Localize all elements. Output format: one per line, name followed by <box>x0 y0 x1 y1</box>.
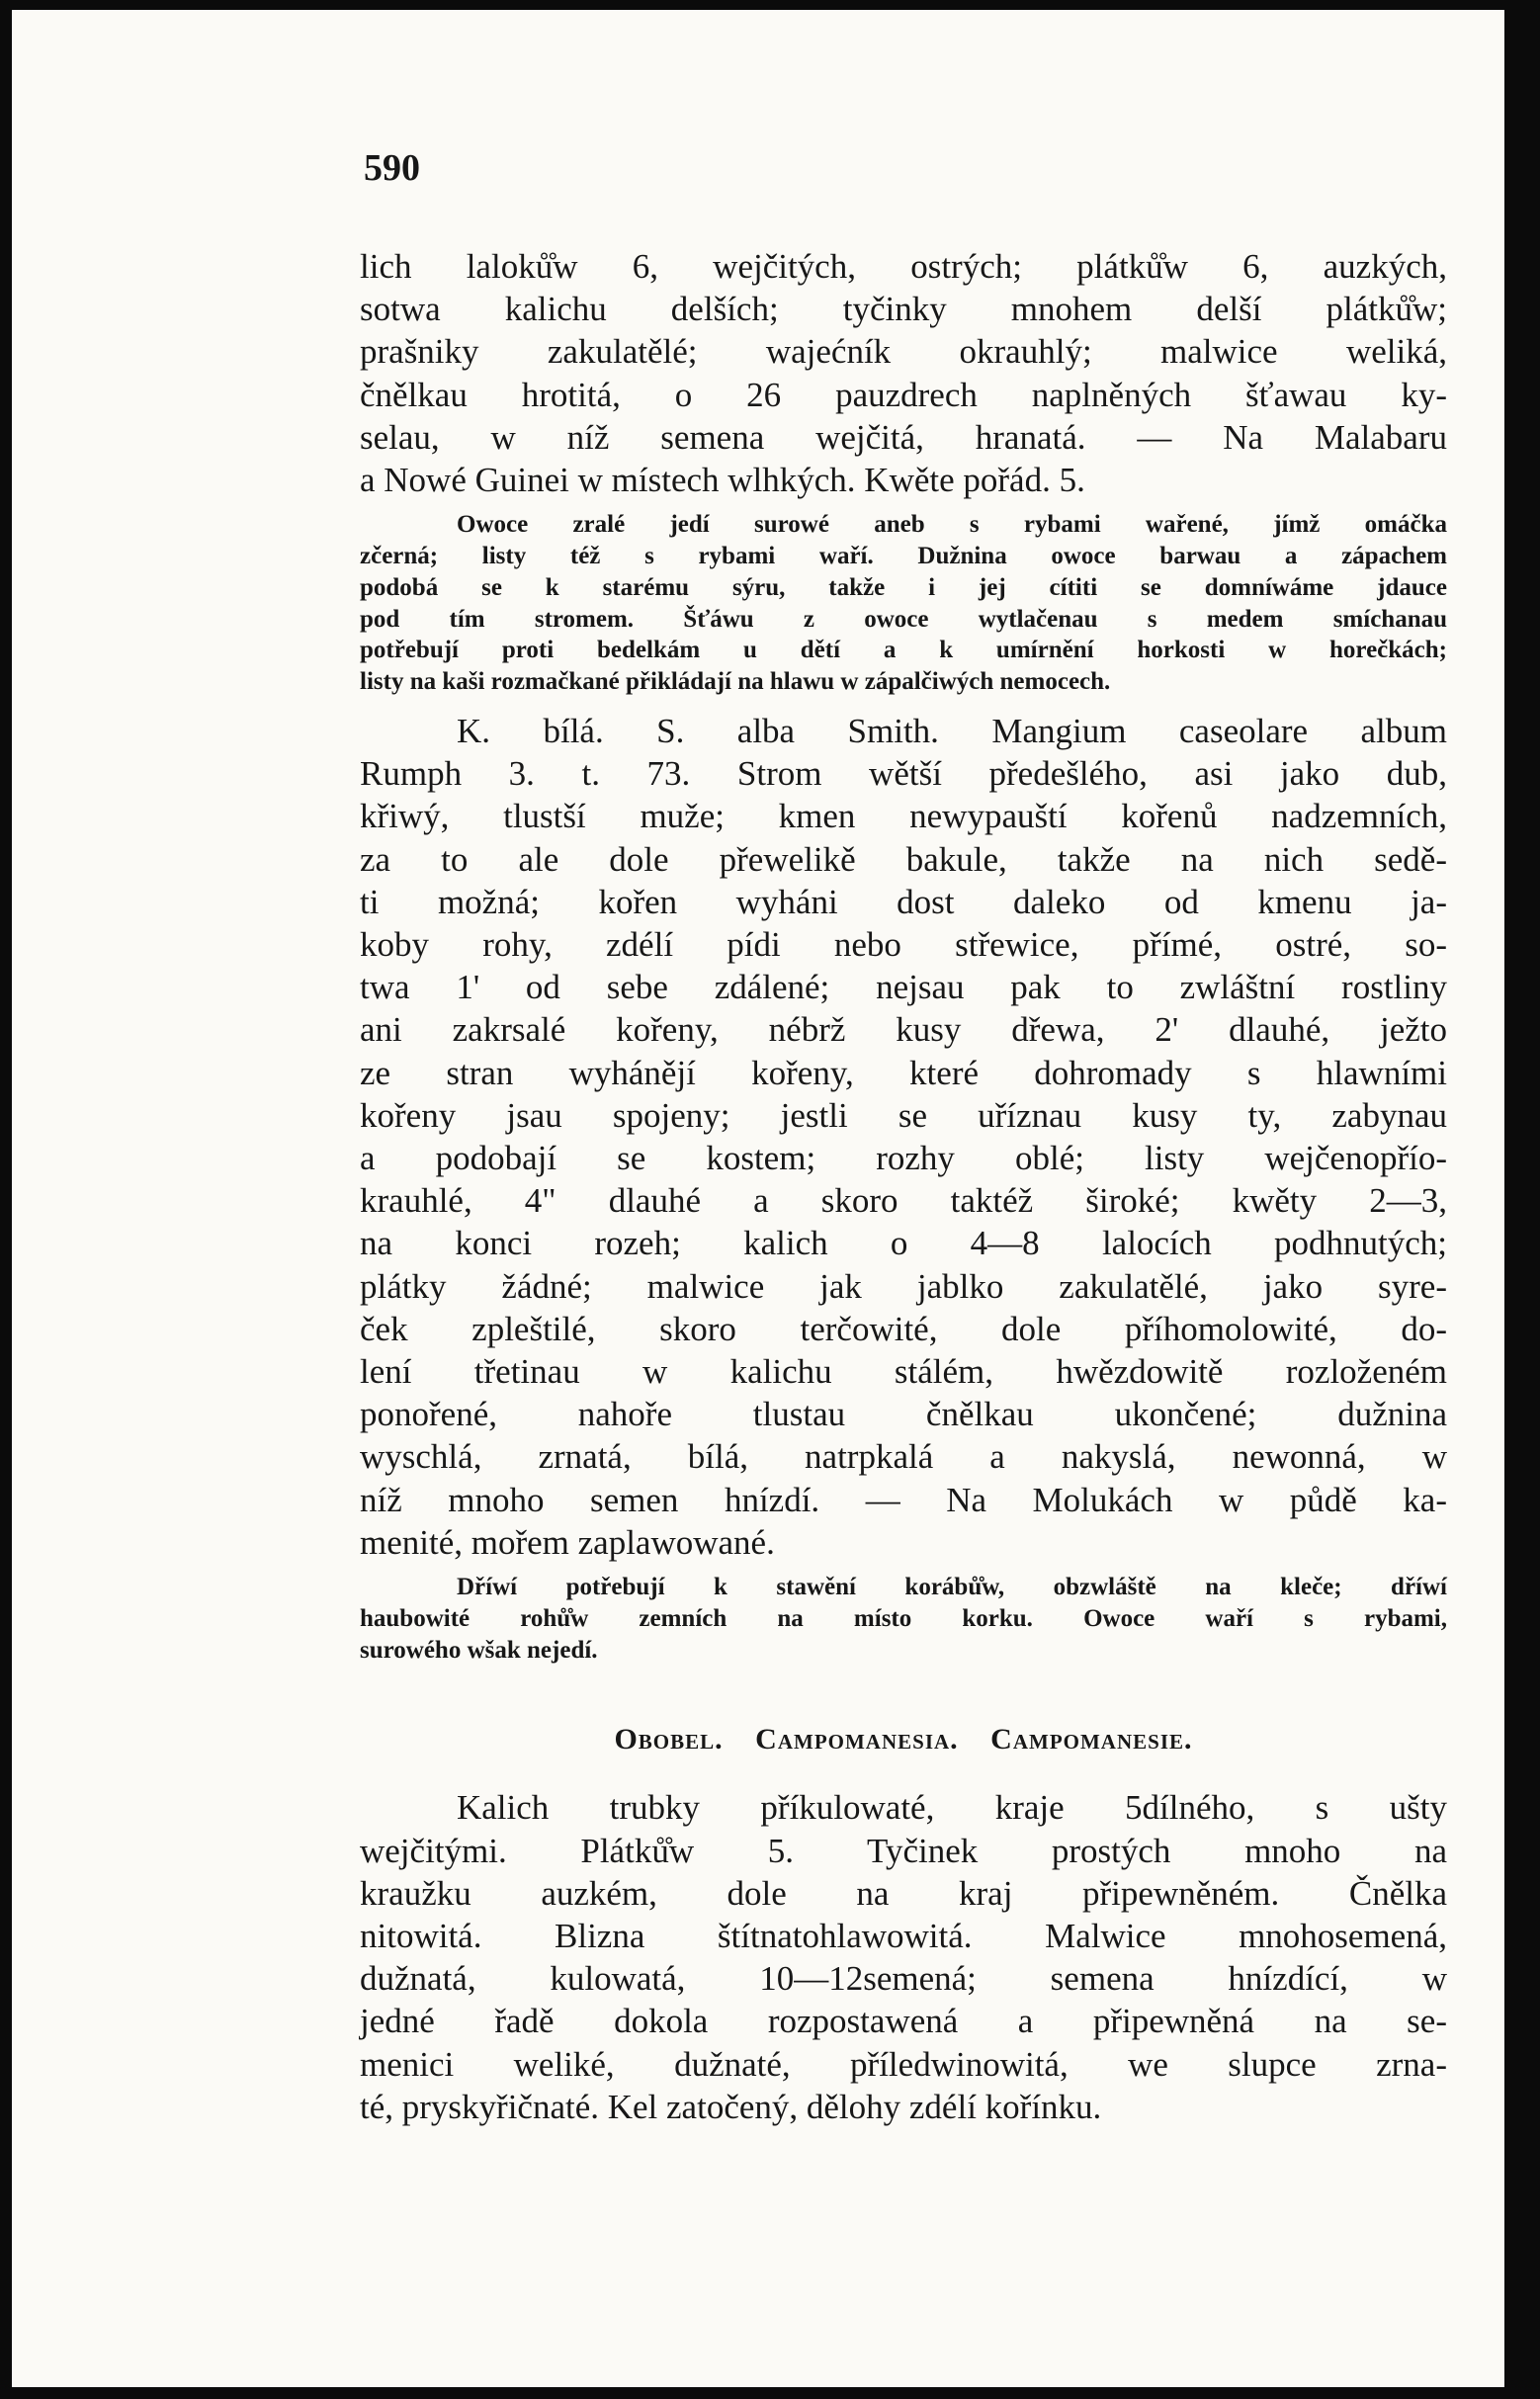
text-line: nitowitá. Blizna štítnatohlawowitá. Malwice mnohosemená, <box>360 1917 1447 1956</box>
text-line: prašniky zakulatělé; wajećník okrauhlý; malwice weliká, <box>360 332 1447 372</box>
text-line: čnělkau hrotitá, o 26 pauzdrech naplněných šťawau ky- <box>360 375 1447 414</box>
text-line: křiwý, tlustší muže; kmen newypauští kořenů nadzemních, <box>360 797 1447 836</box>
text-line: menici weliké, dužnaté, příledwinowitá, we slupce zrna- <box>360 2044 1447 2084</box>
text-line: selau, w níž semena wejčitá, hranatá. — Na Malabaru <box>360 417 1447 457</box>
text-line: kraužku auzkém, dole na kraj připewněném. Čnělka <box>360 1873 1447 1913</box>
text-line: na konci rozeh; kalich o 4—8 lalocích podhnutých; <box>360 1224 1447 1263</box>
note-line: haubowité rohů̊w zemních na místo korku. Owoce waří s rybami, <box>360 1604 1447 1632</box>
text-line: menité, mořem zaplawowané. <box>360 1522 775 1562</box>
note-line: zčerná; listy též s rybami waří. Dužnina owoce barwau a zápachem <box>360 543 1447 570</box>
heading-latin-czech: Campomanesie. <box>990 1723 1193 1756</box>
note-line: potřebují proti bedelkám u dětí a k umírnění horkosti w horečkách; <box>360 637 1447 664</box>
text-line: kořeny jsau spojeny; jestli se uříznau kusy ty, zabynau <box>360 1095 1447 1135</box>
text-line: K. bílá. S. alba Smith. Mangium caseolare album <box>457 712 1447 750</box>
text-line: lich laloků̊w 6, wejčitých, ostrých; plátků̊w 6, auzkých, <box>360 247 1447 286</box>
text-block <box>360 148 1447 2128</box>
text-line: plátky žádné; malwice jak jablko zakulatělé, jako syre- <box>360 1266 1447 1306</box>
paragraph-genus-description <box>360 1786 1447 2128</box>
text-line: twa 1' od sebe zdálené; nejsau pak to zwláštní rostliny <box>360 968 1447 1007</box>
text-line: té, pryskyřičnaté. Kel zatočený, dělohy zdélí kořínku. <box>360 2087 1102 2126</box>
note-uses-2 <box>360 1572 1447 1666</box>
text-line: ček zpleštilé, skoro terčowité, dole příhomolowité, do- <box>360 1309 1447 1348</box>
heading-latin: Campomanesia. <box>755 1723 959 1756</box>
section-heading <box>360 1723 1447 1756</box>
note-line: podobá se k starému sýru, takže i jej cítiti se domníwáme jdauce <box>360 573 1447 601</box>
note-line: pod tím stromem. Šťáwu z owoce wytlačenau s medem smíchanau <box>360 605 1447 633</box>
text-line: wyschlá, zrnatá, bílá, natrpkalá a nakyslá, newonná, w <box>360 1437 1447 1477</box>
book-page <box>12 10 1504 2387</box>
text-line: ti možná; kořen wyháni dost daleko od kmenu ja- <box>360 882 1447 921</box>
text-line: za to ale dole přewelikě bakule, takže na nich sedě- <box>360 839 1447 879</box>
text-line: dužnatá, kulowatá, 10—12semená; semena hnízdící, w <box>360 1959 1447 1999</box>
text-line: jedné řadě dokola rozpostawená a připewněná na se- <box>360 2002 1447 2041</box>
text-line: koby rohy, zdélí pídi nebo střewice, přímé, ostré, so- <box>360 925 1447 965</box>
page-number: 590 <box>364 147 420 189</box>
text-line: sotwa kalichu delších; tyčinky mnohem delší plátků̊w; <box>360 290 1447 329</box>
text-line: a podobají se kostem; rozhy oblé; listy wejčenopřío- <box>360 1139 1447 1178</box>
note-line: Dříwí potřebují k stawění korábů̊w, obzwláště na kleče; dříwí <box>457 1574 1447 1601</box>
text-line: Kalich trubky příkulowaté, kraje 5dílného, s ušty <box>457 1788 1447 1828</box>
text-line: Rumph 3. t. 73. Strom wětší předešlého, asi jako dub, <box>360 754 1447 794</box>
note-uses-1 <box>360 509 1447 698</box>
scan-border <box>1504 0 1540 2399</box>
paragraph-description-1 <box>360 245 1447 501</box>
text-line: lení třetinau w kalichu stálém, hwězdowitě rozloženém <box>360 1352 1447 1392</box>
heading-czech: Obobel. <box>614 1723 724 1756</box>
note-line: surowého wšak nejedí. <box>360 1636 598 1664</box>
note-line: Owoce zralé jedí surowé aneb s rybami wařené, jímž omáčka <box>457 511 1447 539</box>
text-line: níž mnoho semen hnízdí. — Na Molukách w půdě ka- <box>360 1480 1447 1519</box>
text-line: ponořené, nahoře tlustau čnělkau ukončené; dužnina <box>360 1395 1447 1434</box>
note-line: listy na kaši rozmačkané přikládají na hlawu w zápalčiwých nemocech. <box>360 668 1111 696</box>
paragraph-species-alba <box>360 710 1447 1564</box>
text-line: krauhlé, 4" dlauhé a skoro taktéž široké; kwěty 2—3, <box>360 1181 1447 1221</box>
text-line: a Nowé Guinei w místech wlhkých. Kwěte pořád. 5. <box>360 461 1085 500</box>
text-line: ze stran wyhánějí kořeny, které dohromady s hlawními <box>360 1053 1447 1092</box>
text-line: ani zakrsalé kořeny, nébrž kusy dřewa, 2' dlauhé, ježto <box>360 1010 1447 1050</box>
text-line: wejčitými. Plátků̊w 5. Tyčinek prostých mnoho na <box>360 1831 1447 1870</box>
